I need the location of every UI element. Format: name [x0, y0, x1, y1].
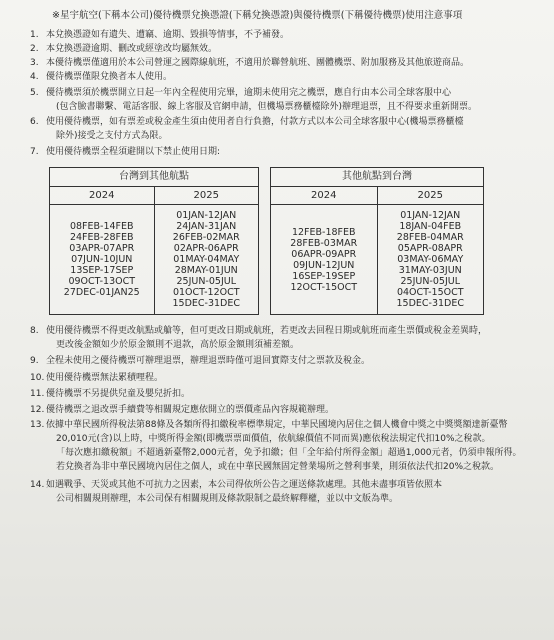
clause-10 [30, 371, 540, 385]
date-range: 01OCT-12OCT [172, 287, 240, 298]
date-range: 03MAY-06MAY [397, 254, 464, 265]
date-range: 06APR-09APR [291, 248, 357, 260]
header-year: 2025 [417, 190, 443, 201]
date-column-2024 [50, 205, 155, 314]
header-year: 2024 [50, 187, 155, 204]
date-range: 03APR-07APR [69, 243, 135, 254]
clause-number: 14. [30, 480, 45, 490]
clause-continuation: (包含臉書聯繫、電話客服、線上客服及官網申請，但機場票務櫃檯除外)辦理退票，且不得要求重新開票。 [56, 102, 478, 112]
clause-11 [30, 387, 540, 401]
header-year: 2024 [271, 187, 378, 204]
date-range: 27DEC-01JAN25 [63, 287, 140, 298]
clause-2 [30, 42, 540, 56]
table-body [50, 205, 258, 314]
date-range: 13SEP-17SEP [70, 265, 134, 276]
clause-number: 2. [30, 44, 39, 54]
date-range: 18JAN-04FEB [399, 221, 462, 232]
clause-9 [30, 354, 540, 368]
clause-text: 優待機票不另提供兒童及嬰兒折扣。 [46, 389, 191, 399]
date-range: 12OCT-15OCT [290, 281, 358, 293]
date-range: 01MAY-04MAY [173, 254, 240, 265]
clause-text: 本兌換憑證如有遺失、遭竊、逾期、毀損等情事，不予補發。 [46, 30, 290, 40]
date-column-2024 [271, 205, 378, 314]
clause-text: 優待機票須於機票開立日起一年內全程使用完畢，逾期未使用完之機票，應自行由本公司全球客服中心 [46, 88, 452, 98]
date-range: 07JUN-10JUN [71, 254, 133, 265]
clause-text: 優待機票僅限兌換者本人使用。 [46, 72, 173, 82]
clause-text: 使用優待機票全程須避開以下禁止使用日期: [46, 147, 221, 157]
clause-text: 依據中華民國所得稅法第88條及各類所得扣繳稅率標準規定，中華民國境內居住之個人機會中獎之中獎獎額達新臺幣 [46, 420, 508, 430]
clause-13 [30, 418, 540, 474]
header-year: 2025 [193, 190, 219, 201]
clause-continuation: 20,010元(含)以上時，中獎所得金額(即機票票面價值，依航線價值不同而異)應依稅法規定代扣10%之稅款。 [56, 434, 491, 444]
date-range: 16SEP-19SEP [292, 270, 356, 282]
date-range: 24FEB-28FEB [69, 232, 134, 243]
clause-14 [30, 478, 540, 506]
clause-text: 使用優待機票無法累積哩程。 [46, 373, 164, 383]
clause-number: 9. [30, 356, 39, 366]
date-range: 02APR-06APR [173, 243, 239, 254]
clause-number: 7. [30, 147, 39, 157]
clause-text: 使用優待機票，如有票差或稅金產生須由使用者自行負擔，付款方式以本公司全球客服中心(機場票務櫃檯 [46, 117, 464, 127]
date-column-2025 [378, 205, 484, 314]
table-header [271, 187, 483, 205]
clause-8 [30, 324, 540, 352]
date-range: 25JUN-05JUL [400, 276, 460, 287]
clause-number: 8. [30, 326, 39, 336]
clause-number: 1. [30, 30, 39, 40]
clause-6 [30, 115, 540, 143]
clause-number: 4. [30, 72, 39, 82]
table-title: 台灣到其他航點 [50, 168, 258, 187]
clause-continuation: 若兌換者為非中華民國境內居住之個人，或在中華民國無固定營業場所之營利事業，則須依法代扣20%之稅款。 [56, 462, 500, 472]
date-range: 12FEB-18FEB [291, 226, 356, 238]
date-range: 04OCT-15OCT [396, 287, 464, 298]
clause-text: 本優待機票僅適用於本公司營運之國際線航班，不適用於聯營航班、團體機票、附加服務及其他旅遊商品。 [46, 58, 470, 68]
table-body [271, 205, 483, 314]
document-title: ※星宇航空(下稱本公司)優待機票兌換憑證(下稱兌換憑證)與優待機票(下稱優待機票)使用注意事項 [52, 10, 463, 21]
clause-continuation: 除外)接受之支付方式為限。 [56, 131, 168, 141]
clause-12 [30, 403, 540, 417]
date-range: 31MAY-03JUN [398, 265, 462, 276]
date-range: 15DEC-31DEC [396, 298, 464, 309]
clause-text: 全程未使用之優待機票可辦理退票，辦理退票時僅可退回實際支付之票款及稅金。 [46, 356, 371, 366]
date-range: 28MAY-01JUN [174, 265, 238, 276]
clause-text: 使用優待機票不得更改航點或艙等，但可更改日期或航班，若更改去回程日期或航班而產生票價或稅金差異時， [46, 326, 488, 336]
date-range: 28FEB-03MAR [290, 237, 358, 249]
clause-number: 13. [30, 420, 45, 430]
date-range: 09JUN-12JUN [293, 259, 355, 271]
clause-text: 本兌換憑證逾期、刪改或經塗改均屬無效。 [46, 44, 218, 54]
clause-number: 3. [30, 58, 39, 68]
date-range: 09OCT-13OCT [68, 276, 136, 287]
clause-1 [30, 28, 540, 42]
clause-number: 11. [30, 389, 45, 399]
date-range: 28FEB-04MAR [396, 232, 464, 243]
table-header [50, 187, 258, 205]
clause-5 [30, 86, 540, 114]
clause-number: 6. [30, 117, 39, 127]
date-range: 05APR-08APR [397, 243, 463, 254]
clause-3 [30, 56, 540, 70]
date-range: 01JAN-12JAN [176, 210, 237, 221]
date-range: 15DEC-31DEC [172, 298, 240, 309]
clause-text: 如遇戰爭、天災或其他不可抗力之因素，本公司得依所公告之運送條款處理。其他未盡事項皆依照本 [46, 480, 443, 490]
blackout-table-taiwan-outbound [49, 167, 259, 315]
date-range: 26FEB-02MAR [172, 232, 240, 243]
blackout-table-taiwan-inbound [270, 167, 484, 315]
clause-number: 12. [30, 405, 45, 415]
clause-number: 10. [30, 373, 45, 383]
table-title: 其他航點到台灣 [271, 168, 483, 187]
date-range: 08FEB-14FEB [69, 221, 134, 232]
date-range: 24JAN-31JAN [176, 221, 237, 232]
clause-4 [30, 70, 540, 84]
clause-text: 優待機票之退改票手續費等相關規定應依開立的票價產品內容規範辦理。 [46, 405, 335, 415]
clause-continuation: 「每次應扣繳稅額」不超過新臺幣2,000元者，免予扣繳；但「全年給付所得金額」超過1,000元者，仍須申報所得。 [56, 448, 522, 458]
clause-number: 5. [30, 88, 39, 98]
clause-continuation: 更改後金額如少於原金額則不退款，高於原金額則須補差額。 [56, 340, 300, 350]
date-range: 25JUN-05JUL [176, 276, 236, 287]
clause-continuation: 公司相關規則辦理，本公司保有相關規則及條款限制之最終解釋權，並以中文版為準。 [56, 494, 399, 504]
clause-7 [30, 145, 540, 159]
date-range: 01JAN-12JAN [400, 210, 461, 221]
date-column-2025 [155, 205, 259, 314]
